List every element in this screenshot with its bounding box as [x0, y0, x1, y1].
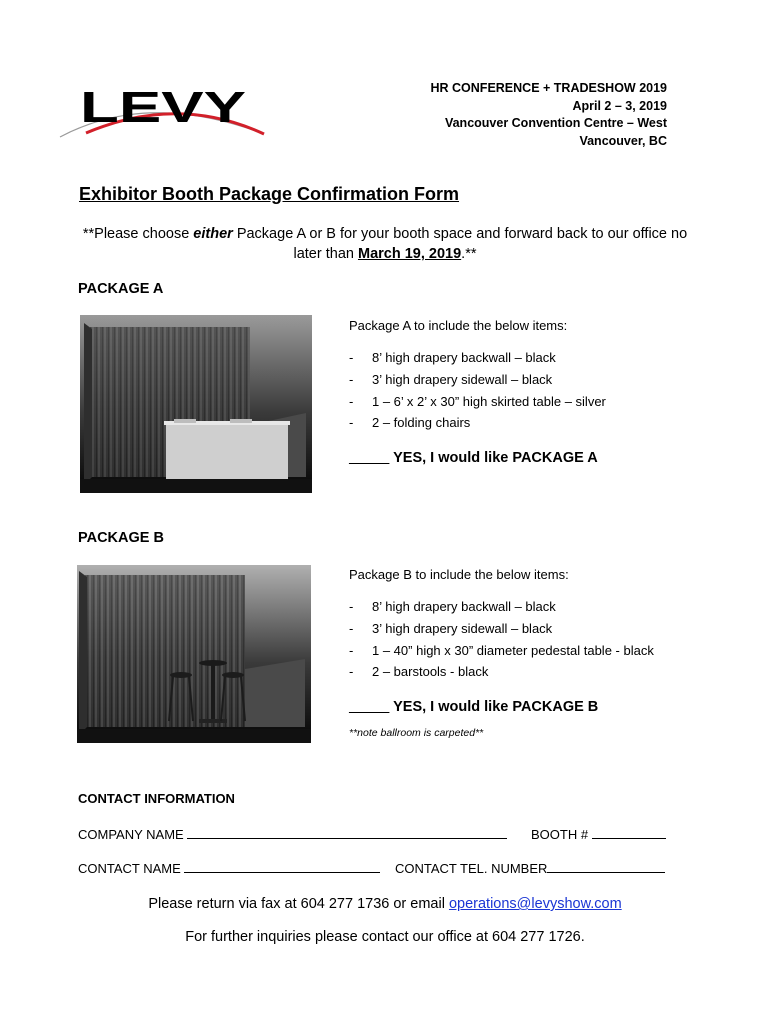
instructions-note: [78, 224, 692, 264]
contact-tel-label: CONTACT TEL. NUMBER: [395, 861, 548, 876]
ballroom-note: **note ballroom is carpeted**: [349, 727, 484, 740]
contact-name-field[interactable]: [184, 860, 380, 873]
package-a-choice-label: YES, I would like PACKAGE A: [389, 450, 598, 467]
list-item: - 2 – barstools - black: [349, 661, 654, 683]
package-b-choice-label: YES, I would like PACKAGE B: [389, 699, 599, 716]
contact-heading: CONTACT INFORMATION: [78, 791, 235, 806]
list-item: - 1 – 40” high x 30” diameter pedestal table - black: [349, 640, 654, 662]
inquiry-text: For further inquiries please contact our office at 604 277 1726.: [185, 929, 585, 945]
list-item: - 1 – 6’ x 2’ x 30” high skirted table – silver: [349, 391, 606, 413]
contact-name-label: CONTACT NAME: [78, 861, 181, 876]
note-mid: Package A or B for your booth space and forward back to our office no later than: [232, 226, 688, 262]
package-b-items: [349, 596, 654, 683]
list-item: - 3’ high drapery sidewall – black: [349, 369, 606, 391]
event-name: HR CONFERENCE + TRADESHOW 2019: [430, 81, 667, 95]
package-b-details: [349, 567, 654, 739]
list-item: - 8’ high drapery backwall – black: [349, 596, 654, 618]
list-item: - 3’ high drapery sidewall – black: [349, 618, 654, 640]
event-info: [431, 80, 668, 150]
contact-tel-field[interactable]: [547, 860, 665, 873]
return-instructions: [0, 896, 770, 912]
package-a-items: [349, 347, 606, 434]
note-post: .**: [461, 246, 477, 262]
email-link[interactable]: operations@levyshow.com: [448, 896, 622, 912]
booth-number-label: BOOTH #: [531, 827, 589, 842]
booth-number-row: [531, 826, 666, 842]
package-b-choice[interactable]: [349, 699, 654, 715]
list-item: - 8’ high drapery backwall – black: [349, 347, 606, 369]
company-name-label: COMPANY NAME: [78, 827, 184, 842]
levy-logo: [58, 82, 268, 138]
contact-name-row: [78, 860, 380, 876]
package-a-choice[interactable]: [349, 450, 606, 466]
logo-wordmark: LEVY: [80, 83, 246, 132]
form-title: Exhibitor Booth Package Confirmation Form: [79, 184, 460, 204]
package-a-details: [349, 318, 606, 466]
note-pre: **Please choose: [82, 226, 194, 242]
return-text: Please return via fax at 604 277 1736 or email: [148, 896, 449, 912]
company-name-field[interactable]: [187, 826, 507, 839]
package-a-booth-photo: [80, 315, 312, 493]
event-venue: Vancouver Convention Centre – West: [444, 116, 667, 130]
booth-number-field[interactable]: [592, 826, 666, 839]
note-emphasis: either: [193, 226, 233, 242]
event-city: Vancouver, BC: [579, 133, 667, 148]
package-b-intro: Package B to include the below items:: [349, 567, 569, 582]
package-a-choice-blank[interactable]: _____: [349, 450, 390, 467]
package-a-heading: PACKAGE A: [78, 281, 164, 297]
contact-tel-row: [395, 860, 665, 876]
event-dates: April 2 – 3, 2019: [572, 98, 667, 113]
company-name-row: [78, 826, 507, 842]
package-b-booth-photo: [77, 565, 311, 743]
package-b-choice-blank[interactable]: _____: [349, 699, 390, 716]
list-item: - 2 – folding chairs: [349, 412, 606, 434]
package-b-heading: PACKAGE B: [78, 530, 164, 546]
deadline-date: March 19, 2019: [357, 246, 462, 262]
package-a-intro: Package A to include the below items:: [349, 318, 568, 333]
